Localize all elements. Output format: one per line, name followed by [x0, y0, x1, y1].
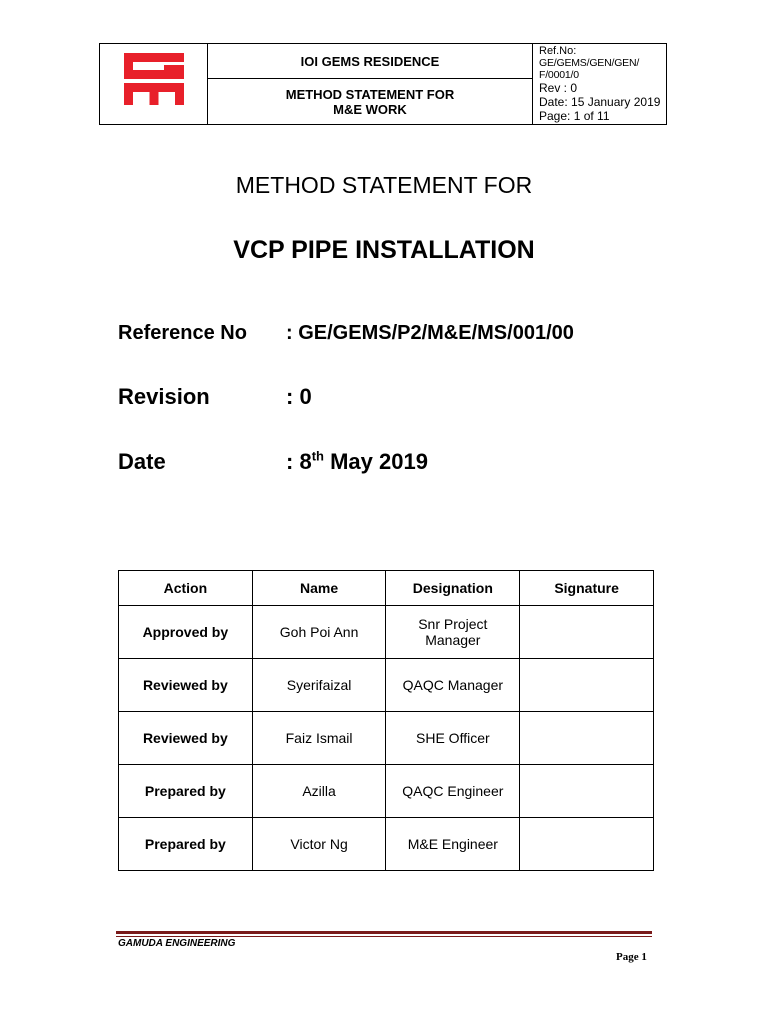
header-title-cell [208, 44, 533, 124]
date-prefix: : 8 [286, 449, 312, 475]
designation-cell: Snr Project Manager [386, 606, 520, 659]
name-cell: Azilla [252, 765, 386, 818]
name-cell: Victor Ng [252, 818, 386, 871]
reference-value: : GE/GEMS/P2/M&E/MS/001/00 [286, 322, 574, 344]
header-doc-title-line1: METHOD STATEMENT FOR [285, 86, 455, 102]
reference-row [118, 322, 574, 345]
signature-cell [520, 818, 654, 871]
title-line2: VCP PIPE INSTALLATION [233, 236, 535, 264]
action-cell: Reviewed by [119, 712, 253, 765]
column-header-designation: Designation [386, 571, 520, 606]
column-header-name: Name [252, 571, 386, 606]
title-line1: METHOD STATEMENT FOR [235, 172, 533, 198]
header-doc-title [208, 79, 532, 124]
table-row [119, 765, 654, 818]
table-row [119, 606, 654, 659]
gamuda-gm-logo [124, 49, 184, 111]
name-cell: Faiz Ismail [252, 712, 386, 765]
designation-cell: SHE Officer [386, 712, 520, 765]
designation-cell: M&E Engineer [386, 818, 520, 871]
approval-table [118, 570, 654, 871]
footer-divider [116, 931, 652, 934]
date-ordinal: th [311, 449, 324, 464]
document-control-cell [533, 44, 666, 124]
signature-cell [520, 606, 654, 659]
date-value [286, 449, 428, 474]
designation-cell: QAQC Engineer [386, 765, 520, 818]
date-row [118, 449, 428, 475]
footer-company-name: GAMUDA ENGINEERING [118, 938, 236, 949]
signature-cell [520, 659, 654, 712]
date-field: Date: 15 January 2019 [539, 95, 661, 109]
header-doc-title-line2: M&E WORK [333, 101, 407, 117]
name-cell: Syerifaizal [252, 659, 386, 712]
revision-label: Revision [118, 384, 210, 409]
page-count-field: Page: 1 of 11 [539, 109, 610, 123]
logo-cell [100, 44, 208, 124]
document-header [99, 43, 667, 125]
ref-label: Ref.No: [539, 45, 577, 57]
name-cell: Goh Poi Ann [252, 606, 386, 659]
date-label: Date [118, 449, 166, 475]
action-cell: Reviewed by [119, 659, 253, 712]
reference-label: Reference No [118, 322, 247, 344]
table-row [119, 659, 654, 712]
ref-number-line2: F/0001/0 [539, 69, 579, 81]
project-name: IOI GEMS RESIDENCE [208, 44, 532, 79]
action-cell: Approved by [119, 606, 253, 659]
revision-field: Rev : 0 [539, 81, 578, 95]
revision-row [118, 384, 312, 410]
ref-number-line1: GE/GEMS/GEN/GEN/ [539, 57, 640, 69]
column-header-signature: Signature [520, 571, 654, 606]
footer-divider-thin [116, 936, 652, 937]
table-row [119, 712, 654, 765]
table-header-row [119, 571, 654, 606]
revision-value: : 0 [286, 384, 312, 409]
table-row [119, 818, 654, 871]
column-header-action: Action [119, 571, 253, 606]
designation-cell: QAQC Manager [386, 659, 520, 712]
action-cell: Prepared by [119, 818, 253, 871]
signature-cell [520, 712, 654, 765]
footer-page-number: Page 1 [616, 951, 647, 963]
signature-cell [520, 765, 654, 818]
action-cell: Prepared by [119, 765, 253, 818]
date-rest: May 2019 [323, 449, 428, 475]
